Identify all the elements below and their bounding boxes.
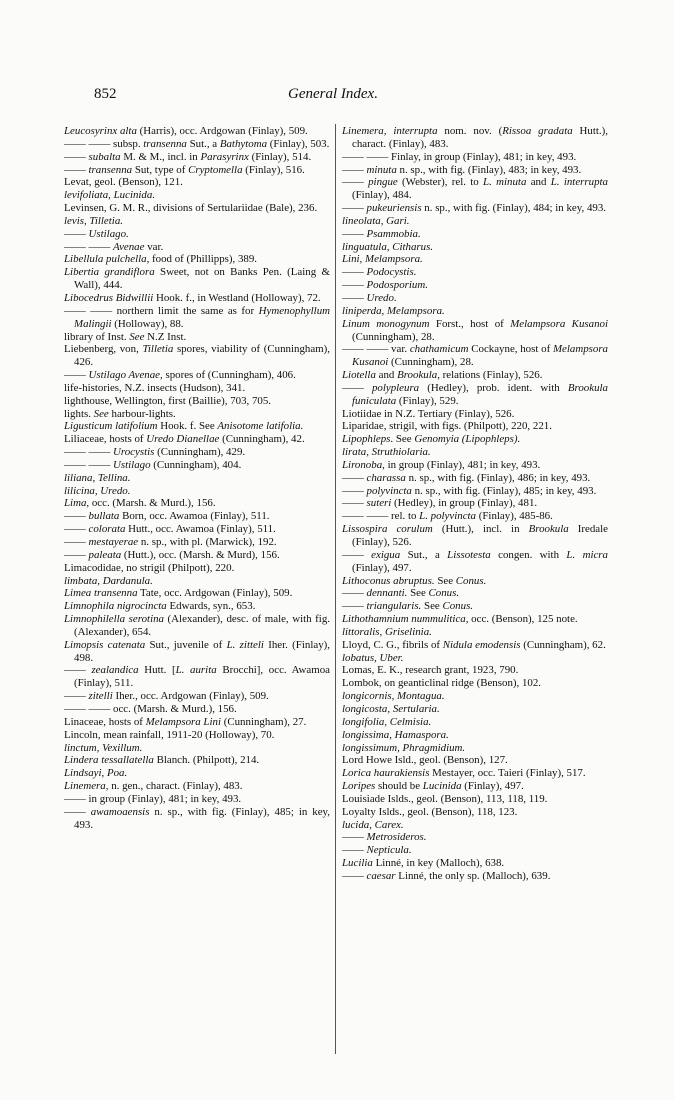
index-entry: Liotella and Brookula, relations (Finlay), 526. [342,369,543,382]
index-entry: —— —— Finlay, in group (Finlay), 481; in key, 493. [342,150,577,163]
index-entry: Libocedrus Bidwillii Hook. f., in Westland (Holloway), 72. [64,291,321,304]
index-entry: —— Podocystis. [342,266,417,279]
index-entry: —— Ustilago. [64,227,129,240]
index-entry: Louisiade Islds., geol. (Benson), 113, 118, 119. [342,792,548,805]
index-entry: —— —— subsp. transenna Sut., a Bathytoma (Finlay), 503. [64,137,330,150]
index-entry: Limnophila nigrocincta Edwards, syn., 653. [64,600,256,613]
index-entry: littoralis, Griselinia. [342,625,432,638]
index-entry: Liebenberg, von, Tilletia spores, viability of (Cunningham), 426. [64,343,330,369]
index-entry: Lindera tessallatella Blanch. (Philpott), 214. [64,754,260,767]
column-divider [335,124,336,1054]
index-entry: Linaceae, hosts of Melampsora Lini (Cunningham), 27. [64,715,307,728]
index-entry: —— —— Urocystis (Cunningham), 429. [64,446,246,459]
index-entry: linguatula, Citharus. [342,240,434,253]
index-entry: Lloyd, C. G., fibrils of Nidula emodensis (Cunningham), 62. [342,638,606,651]
index-entry: Leucosyrinx alta (Harris), occ. Ardgowan (Finlay), 509. [64,125,308,137]
index-entry: levifoliata, Lucinida. [64,189,156,202]
index-entry: Lissospira corulum (Hutt.), incl. in Brookula Iredale (Finlay), 526. [342,523,609,548]
index-entry: Limopsis catenata Sut., juvenile of L. zitteli Iher. (Finlay), 498. [64,638,330,664]
index-entry: lights. See harbour-lights. [64,407,176,420]
index-entry: —— —— Ustilago (Cunningham), 404. [64,458,242,471]
index-entry: —— paleata (Hutt.), occ. (Marsh. & Murd), 156. [64,548,280,561]
index-entry: —— Podosporium. [342,279,428,292]
index-entry: Linemera, n. gen., charact. (Finlay), 483. [64,780,243,793]
index-entry: —— exigua Sut., a Lissotesta congen. with L. micra (Finlay), 497. [342,548,608,574]
index-entry: Lucilia Linné, in key (Malloch), 638. [342,857,505,870]
index-entry: Lorica haurakiensis Mestayer, occ. Taieri (Finlay), 517. [342,767,586,780]
index-entry: —— Ustilago Avenae, spores of (Cunningham), 406. [64,369,296,382]
index-entry: —— Metrosideros. [342,831,427,844]
index-entry: limbata, Dardanula. [64,574,153,587]
index-column-right [342,125,608,883]
index-entry: Lironoba, in group (Finlay), 481; in key, 493. [342,458,541,471]
index-entry: Ligusticum latifolium Hook. f. See Anisotome latifolia. [64,420,304,433]
index-entry: liliana, Tellina. [64,471,131,484]
index-entry: Loyalty Islds., geol. (Benson), 118, 123. [342,805,518,818]
index-entry: —— zealandica Hutt. [L. aurita Brocchi], occ. Awamoa (Finlay), 511. [64,664,330,690]
index-entry: —— pukeuriensis n. sp., with fig. (Finlay), 484; in key, 493. [342,202,607,215]
index-entry: —— Uredo. [342,291,397,304]
index-entry: —— pingue (Webster), rel. to L. minuta and L. interrupta (Finlay), 484. [342,176,608,202]
index-entry: —— awamoaensis n. sp., with fig. (Finlay), 485; in key, 493. [64,805,330,831]
index-entry: life-histories, N.Z. insects (Hudson), 341. [64,381,246,394]
index-entry: —— zitelli Iher., occ. Ardgowan (Finlay), 509. [64,690,269,703]
index-entry: Levinsen, G. M. R., divisions of Sertulariidae (Bale), 236. [64,202,318,215]
index-entry: Liotiidae in N.Z. Tertiary (Finlay), 526. [342,407,515,420]
index-entry: Linemera, interrupta nom. nov. (Rissoa gradata Hutt.), charact. (Finlay), 483. [342,125,608,150]
index-entry: Limnophilella serotina (Alexander), desc. of male, with fig. (Alexander), 654. [64,613,330,638]
index-entry: Lindsayi, Poa. [64,767,128,780]
index-entry: —— bullata Born, occ. Awamoa (Finlay), 511. [64,510,270,523]
index-entry: Lipophleps. See Genomyia (Lipophleps). [342,433,521,446]
index-entry: lighthouse, Wellington, first (Baillie), 703, 705. [64,394,272,407]
index-entry: liniperda, Melampsora. [342,304,445,317]
index-entry: —— polyvincta n. sp., with fig. (Finlay), 485; in key, 493. [342,484,597,497]
index-entry: longifolia, Celmisia. [342,715,432,728]
index-entry: —— —— northern limit the same as for Hymenophyllum Malingii (Holloway), 88. [64,304,330,330]
page-title: General Index. [288,86,378,102]
index-entry: lobatus, Uber. [342,651,404,664]
index-entry: lucida, Carex. [342,818,404,831]
index-entry: —— triangularis. See Conus. [342,600,474,613]
index-entry: —— mestayerae n. sp., with pl. (Marwick), 192. [64,536,277,548]
index-entry: —— —— Avenae var. [64,240,164,253]
page-number: 852 [94,86,117,102]
index-entry: Liliaceae, hosts of Uredo Dianellae (Cunningham), 42. [64,433,305,446]
index-entry: library of Inst. See N.Z Inst. [64,330,187,343]
index-entry: —— suteri (Hedley), in group (Finlay), 481. [342,497,538,510]
index-entry: Limea transenna Tate, occ. Ardgowan (Finlay), 509. [64,587,293,600]
index-entry: —— caesar Linné, the only sp. (Malloch), 639. [342,869,551,882]
index-entry: —— in group (Finlay), 481; in key, 493. [64,792,242,805]
index-entry: Lithoconus abruptus. See Conus. [342,574,487,587]
index-entry: —— polypleura (Hedley), prob. ident. with Brookula funiculata (Finlay), 529. [342,381,608,407]
index-entry: Lomas, E. K., research grant, 1923, 790. [342,664,519,677]
index-entry: —— subalta M. & M., incl. in Parasyrinx (Finlay), 514. [64,150,312,163]
index-entry: —— transenna Sut, type of Cryptomella (Finlay), 516. [64,163,305,176]
index-entry: —— minuta n. sp., with fig. (Finlay), 483; in key, 493. [342,163,582,176]
index-entry: longissima, Hamaspora. [342,728,449,741]
index-entry: Lord Howe Isld., geol. (Benson), 127. [342,754,508,767]
index-entry: —— colorata Hutt., occ. Awamoa (Finlay), 511. [64,523,276,536]
index-entry: Levat, geol. (Benson), 121. [64,176,183,189]
index-entry: —— dennanti. See Conus. [342,587,460,600]
index-entry: linctum, Vexillum. [64,741,143,754]
index-entry: levis, Tilletia. [64,214,123,227]
index-entry: Liparidae, strigil, with figs. (Philpott), 220, 221. [342,420,552,433]
index-entry: longicosta, Sertularia. [342,702,440,715]
index-entry: lineolata, Gari. [342,214,410,227]
index-entry: —— Psammobia. [342,227,421,240]
index-entry: —— Nepticula. [342,844,412,857]
index-entry: —— —— var. chathamicum Cockayne, host of Melampsora Kusanoi (Cunningham), 28. [342,343,609,369]
index-entry: —— charassa n. sp., with fig. (Finlay), 486; in key, 493. [342,471,591,484]
index-entry: longissimum, Phragmidium. [342,741,466,754]
index-column-left [64,125,330,831]
index-entry: —— —— occ. (Marsh. & Murd.), 156. [64,702,237,715]
index-entry: Lini, Melampsora. [342,253,423,266]
index-entry: Linum monogynum Forst., host of Melampsora Kusanoi (Cunningham), 28. [342,317,608,343]
index-entry: Libellula pulchella, food of (Phillipps), 389. [64,253,258,266]
index-entry: Lithothamnium nummulitica, occ. (Benson), 125 note. [342,613,578,626]
index-entry: longicornis, Montagua. [342,690,445,703]
index-entry: Lombok, on geanticlinal ridge (Benson), 102. [342,677,542,690]
index-entry: Loripes should be Lucinida (Finlay), 497. [342,780,524,793]
index-entry: lilicina, Uredo. [64,484,131,497]
index-entry: —— —— rel. to L. polyvincta (Finlay), 485-86. [342,510,553,523]
index-entry: Lincoln, mean rainfall, 1911-20 (Holloway), 70. [64,728,275,741]
index-entry: Limacodidae, no strigil (Philpott), 220. [64,561,235,574]
index-entry: Lima, occ. (Marsh. & Murd.), 156. [64,497,216,510]
index-entry: lirata, Struthiolaria. [342,446,431,459]
index-entry: Libertia grandiflora Sweet, not on Banks Pen. (Laing & Wall), 444. [64,266,330,292]
